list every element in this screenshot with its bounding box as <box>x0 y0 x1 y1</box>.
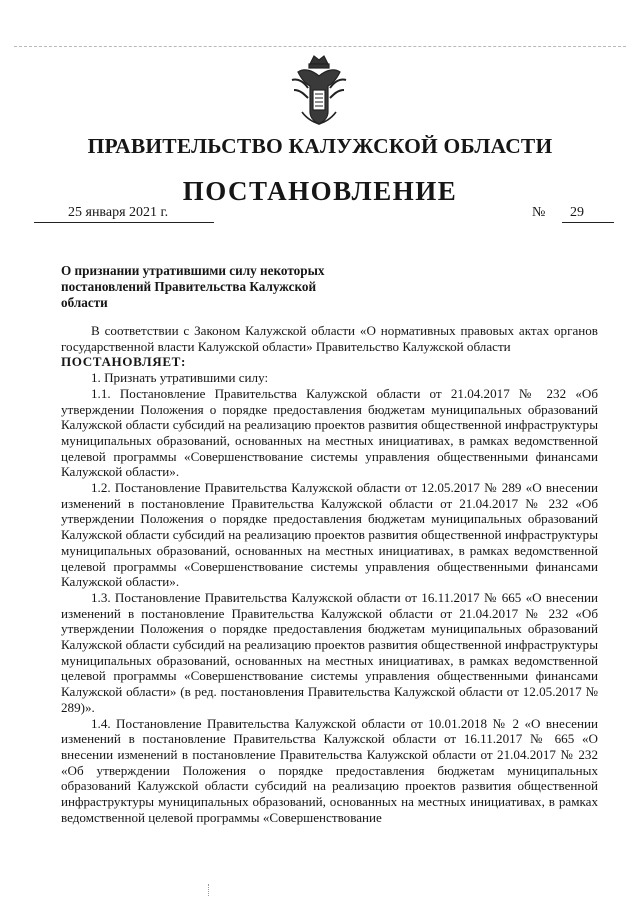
clause-1-1: 1.1. Постановление Правительства Калужской области от 21.04.2017 № 232 «Об утверждении Положения о порядке предоставления бюджетам муниципальных образований Калужской области субсидий на реализацию проектов развития общественной инфраструктуры муниципальных образований, основанных на местных инициативах, в рамках ведомственной целевой программы «Совершенствование системы управления общественными финансами Калужской области». <box>61 385 598 480</box>
issuer-title: ПРАВИТЕЛЬСТВО КАЛУЖСКОЙ ОБЛАСТИ <box>87 134 553 158</box>
document-date: 25 января 2021 г. <box>34 205 214 223</box>
document-body <box>61 323 598 826</box>
document-number: 29 <box>562 205 614 223</box>
kaluga-coat-of-arms-icon <box>288 50 350 128</box>
scan-artifact-mark <box>208 884 210 896</box>
clause-1-3: 1.3. Постановление Правительства Калужской области от 16.11.2017 № 665 «О внесении изменений в постановление Правительства Калужской области от 21.04.2017 № 232 «Об утверждении Положения о порядке предоставления бюджетам муниципальных образований Калужской области субсидий на реализацию проектов развития общественной инфраструктуры муниципальных образований, основанных на местных инициативах, в рамках ведомственной целевой программы «Совершенствование системы управления общественными финансами Калужской области» (в ред. постановления Правительства Калужской области от 12.05.2017 № 289)». <box>61 589 598 715</box>
number-label: № <box>532 205 546 220</box>
clause-1-4: 1.4. Постановление Правительства Калужской области от 10.01.2018 № 2 «О внесении изменений в постановление Правительства Калужской области от 16.11.2017 № 665 «О внесении изменений в постановление Правительства Калужской области от 21.04.2017 № 232 «Об утверждении Положения о порядке предоставления бюджетам муниципальных образований Калужской области субсидий на реализацию проектов развития общественной инфраструктуры муниципальных образований, основанных на местных инициативах, в рамках ведомственной целевой программы «Совершенствование <box>61 715 598 825</box>
document-subject: О признании утратившими силу некоторых постановлений Правительства Калужской области <box>61 263 325 310</box>
document-type-title: ПОСТАНОВЛЕНИЕ <box>182 176 458 206</box>
date-number-line <box>34 205 606 227</box>
clause-1-2: 1.2. Постановление Правительства Калужской области от 12.05.2017 № 289 «О внесении изменений в постановление Правительства Калужской области от 21.04.2017 № 232 «Об утверждении Положения о порядке предоставления бюджетам муниципальных образований Калужской области субсидий на реализацию проектов развития общественной инфраструктуры муниципальных образований, основанных на местных инициативах, в рамках ведомственной целевой программы «Совершенствование системы управления общественными финансами Калужской области». <box>61 480 598 590</box>
scan-top-edge <box>14 46 626 47</box>
clause-1: 1. Признать утратившими силу: <box>91 370 269 386</box>
preamble-paragraph: В соответствии с Законом Калужской области «О нормативных правовых актах органов государственной власти Калужской области» Правительство Калужской области <box>61 323 598 354</box>
resolves-heading: ПОСТАНОВЛЯЕТ: <box>61 354 186 370</box>
